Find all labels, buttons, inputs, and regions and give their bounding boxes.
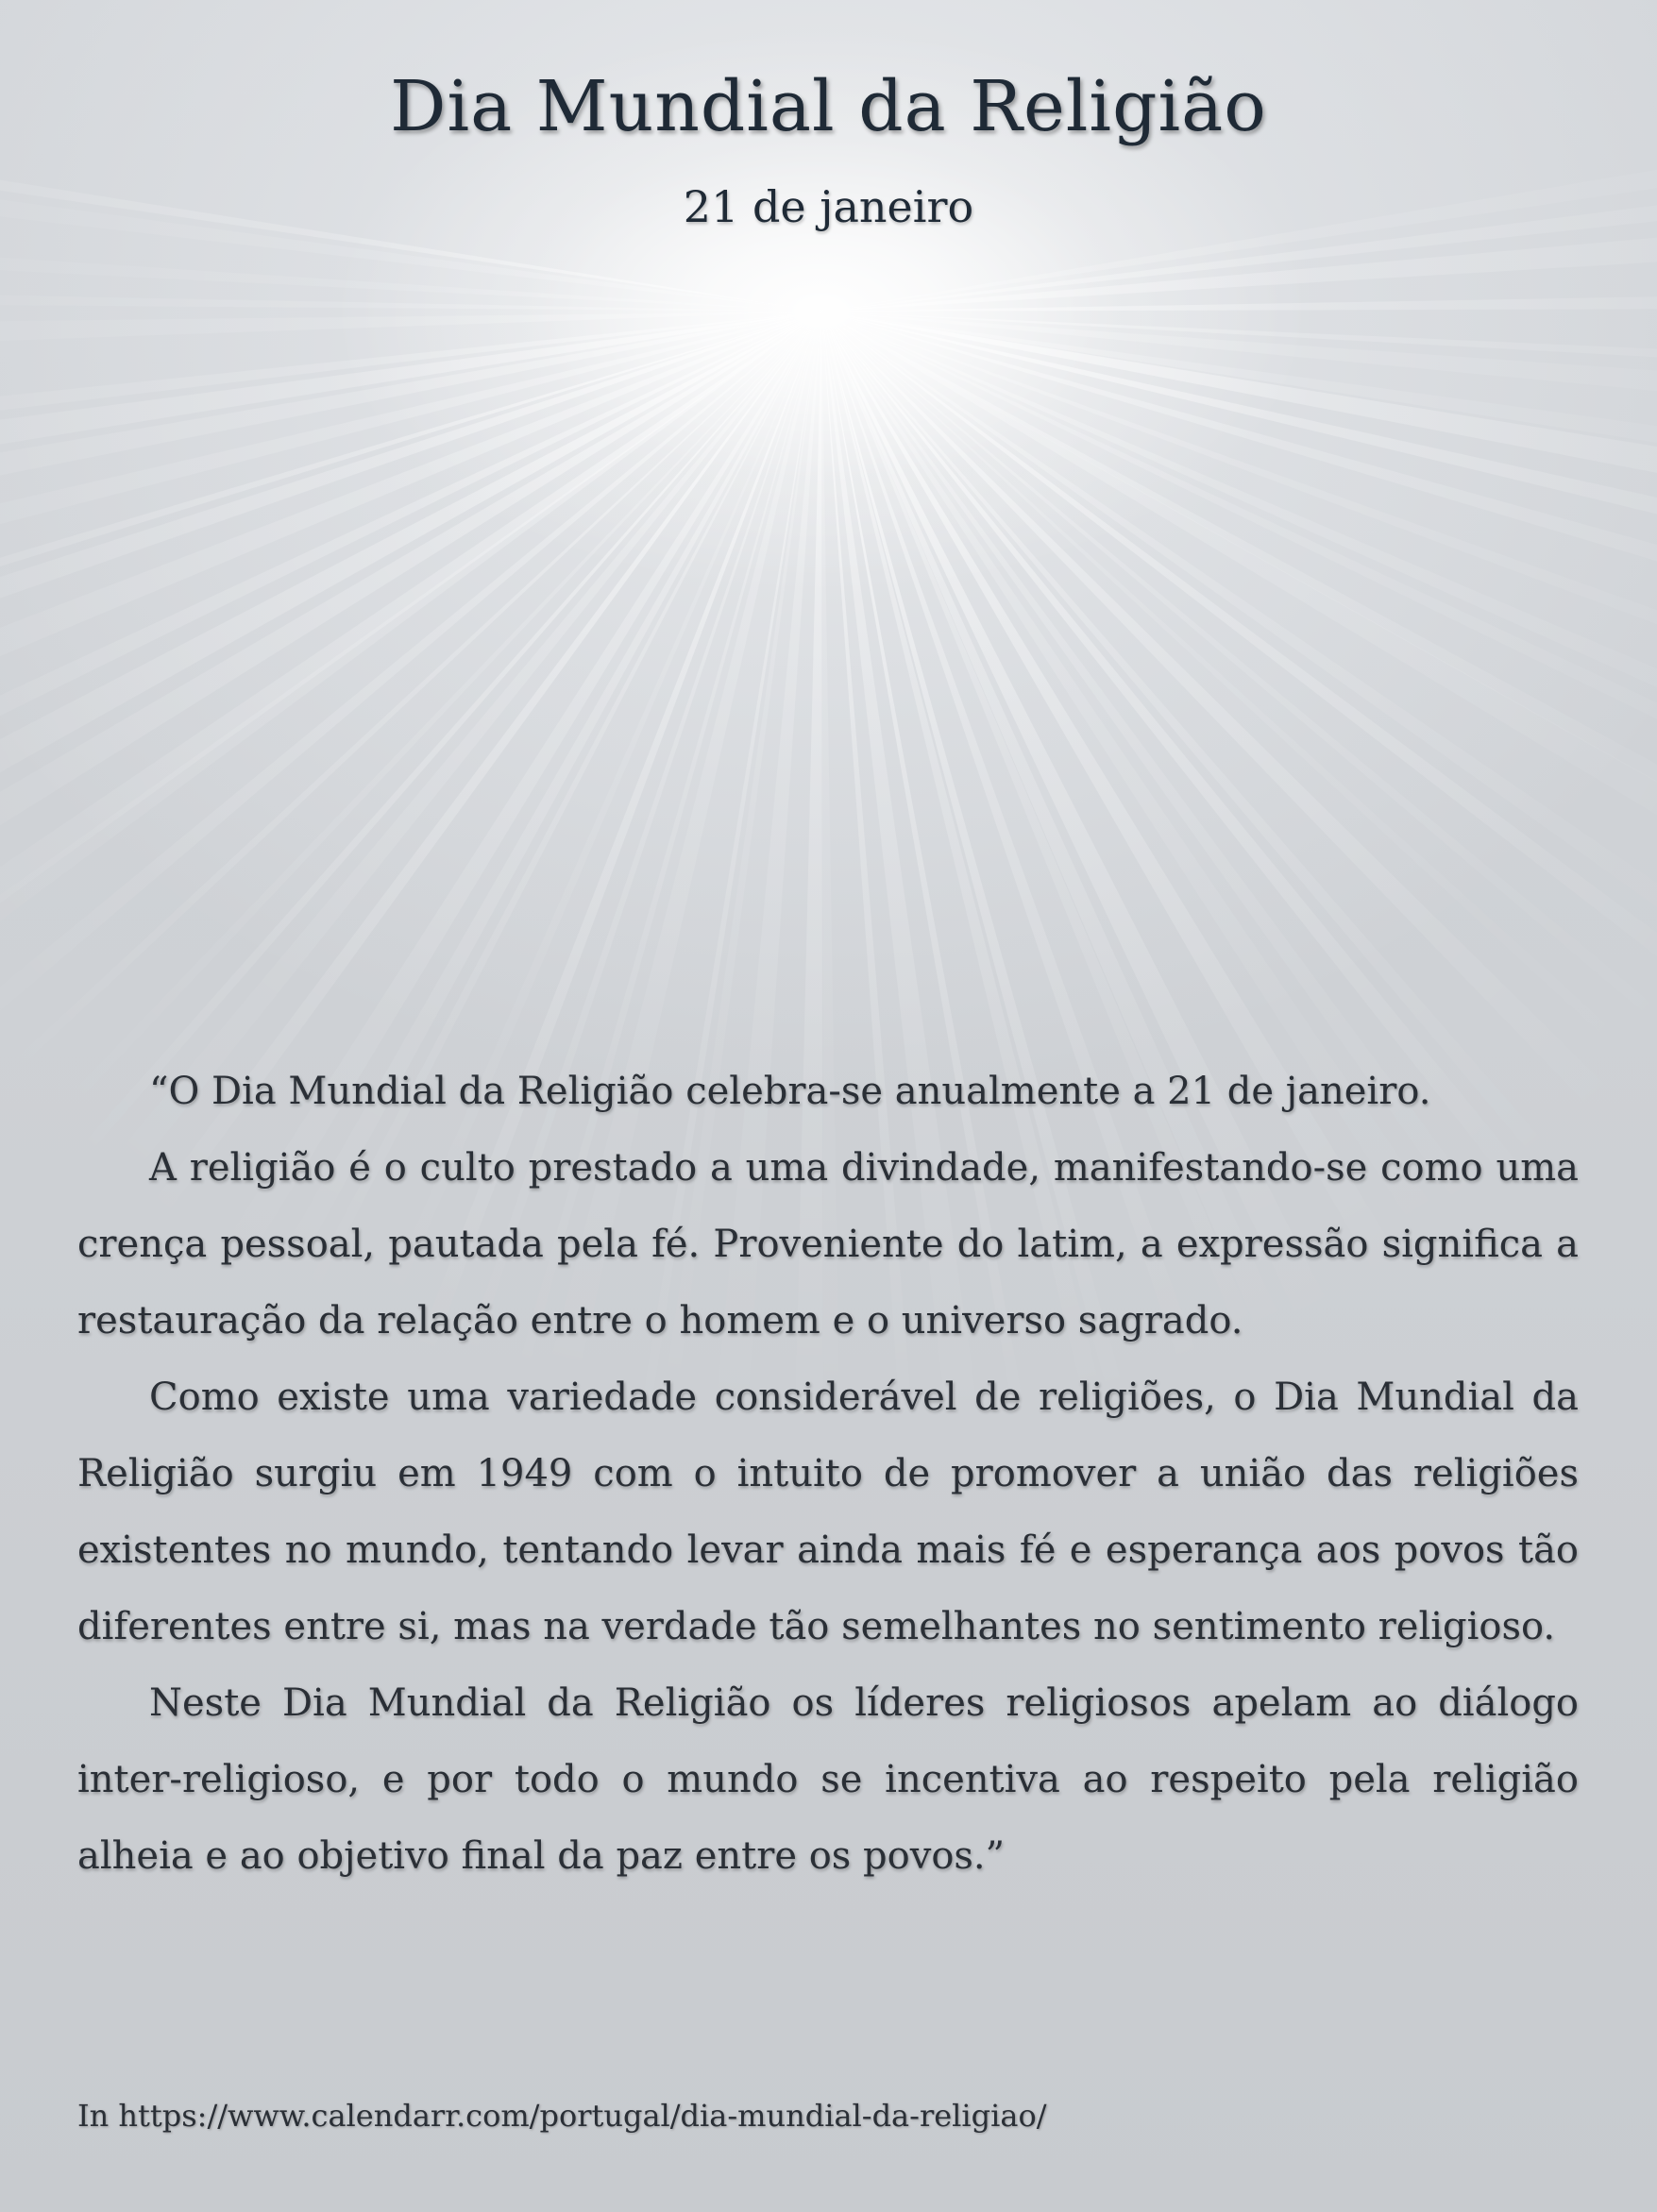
article-body: [77, 1054, 1579, 1895]
article-paragraph: Como existe uma variedade considerável de religiões, o Dia Mundial da Religião surgiu em 1949 com o intuito de promover a união das religiões existentes no mundo, tentando levar ainda mais fé e esperança aos povos tão diferentes entre si, mas na verdade tão semelhantes no sentimento religioso.: [77, 1376, 1579, 1648]
article-paragraph: “O Dia Mundial da Religião celebra-se anualmente a 21 de janeiro.: [149, 1070, 1431, 1113]
light-ray: [0, 0, 821, 312]
source-citation: In https://www.calendarr.com/portugal/dia-mundial-da-religiao/: [77, 2098, 1047, 2134]
article-paragraph: Neste Dia Mundial da Religião os líderes religiosos apelam ao diálogo inter-religioso, e por todo o mundo se incentiva ao respeito pela religião alheia e ao objetivo final da paz entre os povos.”: [77, 1681, 1579, 1878]
page-date: 21 de janeiro: [683, 181, 974, 232]
page-title: Dia Mundial da Religião: [390, 66, 1267, 147]
article-paragraph: A religião é o culto prestado a uma divindade, manifestando-se como uma crença pessoal, pautada pela fé. Proveniente do latim, a expressão significa a restauração da relação entre o homem e o universo sagrado.: [77, 1146, 1579, 1342]
